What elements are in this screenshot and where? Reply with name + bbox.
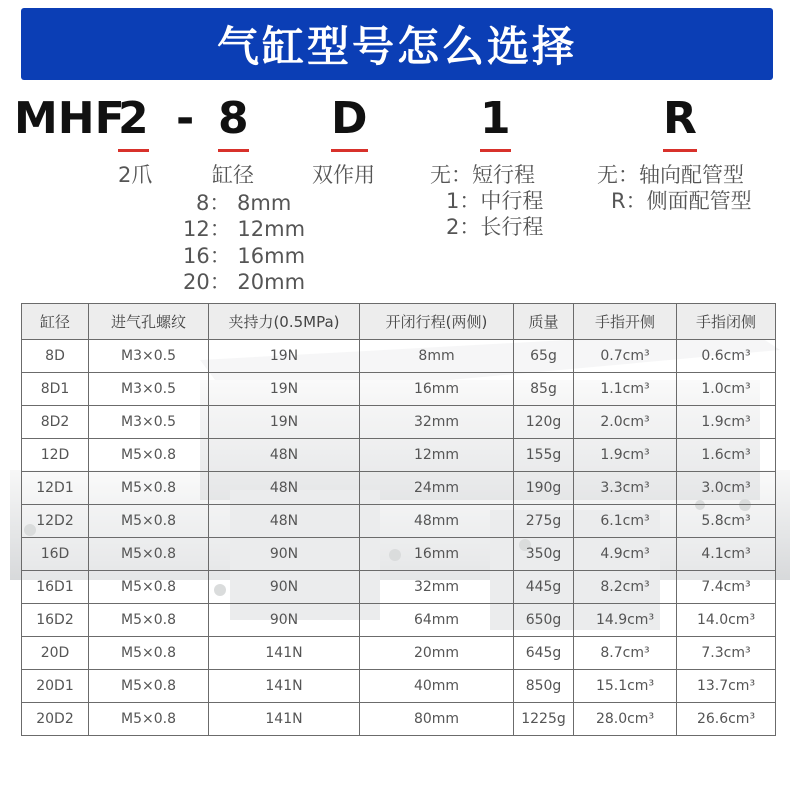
model-part-action: D [331, 92, 368, 146]
title-banner [21, 8, 773, 80]
table-row [22, 505, 776, 538]
cell-close-volume: 14.0cm³ [677, 604, 776, 637]
cell-mass: 650g [514, 604, 574, 637]
cell-model: 20D [22, 637, 89, 670]
cell-stroke: 20mm [360, 637, 514, 670]
table-row [22, 670, 776, 703]
column-header: 手指闭侧 [677, 304, 776, 340]
cell-mass: 350g [514, 538, 574, 571]
cell-open-volume: 14.9cm³ [574, 604, 677, 637]
cell-mass: 65g [514, 340, 574, 373]
cell-model: 8D [22, 340, 89, 373]
stroke-option: 1：中行程 [446, 189, 544, 213]
cell-open-volume: 0.7cm³ [574, 340, 677, 373]
banner-title: 气缸型号怎么选择 [216, 22, 577, 71]
cell-mass: 445g [514, 571, 574, 604]
cell-grip-force: 48N [209, 505, 360, 538]
table-row [22, 406, 776, 439]
cell-stroke: 12mm [360, 439, 514, 472]
piping-option: R：侧面配管型 [611, 189, 752, 213]
cell-grip-force: 141N [209, 670, 360, 703]
table-row [22, 340, 776, 373]
column-header: 开闭行程(两侧) [360, 304, 514, 340]
cell-port-thread: M3×0.5 [89, 373, 209, 406]
cell-mass: 190g [514, 472, 574, 505]
cell-port-thread: M5×0.8 [89, 670, 209, 703]
stroke-option: 无：短行程 [430, 163, 535, 187]
cell-stroke: 80mm [360, 703, 514, 736]
cell-open-volume: 4.9cm³ [574, 538, 677, 571]
model-code-row [0, 92, 800, 152]
cell-port-thread: M5×0.8 [89, 637, 209, 670]
table-header-row [22, 304, 776, 340]
column-header: 质量 [514, 304, 574, 340]
table-row [22, 373, 776, 406]
model-part-piping: R [663, 92, 697, 146]
cell-open-volume: 28.0cm³ [574, 703, 677, 736]
claw-label: 2爪 [118, 163, 153, 187]
cell-open-volume: 3.3cm³ [574, 472, 677, 505]
cell-mass: 120g [514, 406, 574, 439]
model-dash: - [176, 93, 195, 144]
table-row [22, 472, 776, 505]
cell-model: 16D2 [22, 604, 89, 637]
cell-model: 20D2 [22, 703, 89, 736]
cell-port-thread: M3×0.5 [89, 340, 209, 373]
cell-close-volume: 0.6cm³ [677, 340, 776, 373]
cell-port-thread: M5×0.8 [89, 538, 209, 571]
table-row [22, 604, 776, 637]
action-title: 双作用 [312, 163, 375, 187]
cell-close-volume: 1.6cm³ [677, 439, 776, 472]
cell-mass: 1225g [514, 703, 574, 736]
cell-mass: 645g [514, 637, 574, 670]
cell-grip-force: 19N [209, 373, 360, 406]
cell-grip-force: 48N [209, 439, 360, 472]
cell-stroke: 16mm [360, 538, 514, 571]
model-part-claws: 2 [118, 92, 149, 146]
cell-stroke: 64mm [360, 604, 514, 637]
cell-grip-force: 90N [209, 538, 360, 571]
table-row [22, 538, 776, 571]
cell-close-volume: 26.6cm³ [677, 703, 776, 736]
model-prefix: MHF [14, 93, 125, 144]
column-header: 进气孔螺纹 [89, 304, 209, 340]
cell-stroke: 32mm [360, 406, 514, 439]
cell-close-volume: 7.4cm³ [677, 571, 776, 604]
piping-option: 无：轴向配管型 [597, 163, 744, 187]
cell-mass: 155g [514, 439, 574, 472]
cell-model: 12D1 [22, 472, 89, 505]
cell-grip-force: 90N [209, 571, 360, 604]
bore-option: 16： 16mm [183, 244, 306, 268]
bore-title: 缸径 [212, 163, 254, 187]
table-row [22, 571, 776, 604]
cell-close-volume: 1.9cm³ [677, 406, 776, 439]
cell-open-volume: 6.1cm³ [574, 505, 677, 538]
cell-stroke: 32mm [360, 571, 514, 604]
table-row [22, 637, 776, 670]
cell-stroke: 8mm [360, 340, 514, 373]
cell-port-thread: M5×0.8 [89, 472, 209, 505]
cell-port-thread: M5×0.8 [89, 505, 209, 538]
cell-model: 8D1 [22, 373, 89, 406]
cell-stroke: 48mm [360, 505, 514, 538]
cell-open-volume: 1.9cm³ [574, 439, 677, 472]
column-header: 夹持力(0.5MPa) [209, 304, 360, 340]
cell-model: 12D [22, 439, 89, 472]
cell-close-volume: 5.8cm³ [677, 505, 776, 538]
cell-grip-force: 19N [209, 406, 360, 439]
cell-open-volume: 8.2cm³ [574, 571, 677, 604]
cell-port-thread: M3×0.5 [89, 406, 209, 439]
cell-port-thread: M5×0.8 [89, 439, 209, 472]
cell-mass: 275g [514, 505, 574, 538]
cell-grip-force: 90N [209, 604, 360, 637]
cell-open-volume: 15.1cm³ [574, 670, 677, 703]
cell-stroke: 40mm [360, 670, 514, 703]
cell-open-volume: 1.1cm³ [574, 373, 677, 406]
cell-model: 20D1 [22, 670, 89, 703]
bore-option: 12： 12mm [183, 217, 306, 241]
cell-close-volume: 4.1cm³ [677, 538, 776, 571]
cell-model: 16D1 [22, 571, 89, 604]
spec-table [21, 303, 776, 736]
cell-port-thread: M5×0.8 [89, 604, 209, 637]
cell-port-thread: M5×0.8 [89, 703, 209, 736]
cell-close-volume: 7.3cm³ [677, 637, 776, 670]
bore-option: 20： 20mm [183, 270, 306, 294]
cell-open-volume: 2.0cm³ [574, 406, 677, 439]
cell-mass: 85g [514, 373, 574, 406]
column-header: 手指开侧 [574, 304, 677, 340]
cell-stroke: 16mm [360, 373, 514, 406]
cell-grip-force: 141N [209, 637, 360, 670]
cell-close-volume: 13.7cm³ [677, 670, 776, 703]
column-header: 缸径 [22, 304, 89, 340]
cell-model: 8D2 [22, 406, 89, 439]
cell-close-volume: 3.0cm³ [677, 472, 776, 505]
stroke-option: 2：长行程 [446, 215, 544, 239]
cell-close-volume: 1.0cm³ [677, 373, 776, 406]
cell-stroke: 24mm [360, 472, 514, 505]
table-row [22, 439, 776, 472]
cell-model: 12D2 [22, 505, 89, 538]
cell-port-thread: M5×0.8 [89, 571, 209, 604]
cell-open-volume: 8.7cm³ [574, 637, 677, 670]
cell-mass: 850g [514, 670, 574, 703]
model-part-stroke: 1 [480, 92, 511, 146]
cell-model: 16D [22, 538, 89, 571]
cell-grip-force: 141N [209, 703, 360, 736]
bore-option: 8： 8mm [196, 191, 292, 215]
model-part-bore: 8 [218, 92, 249, 146]
table-row [22, 703, 776, 736]
cell-grip-force: 48N [209, 472, 360, 505]
cell-grip-force: 19N [209, 340, 360, 373]
